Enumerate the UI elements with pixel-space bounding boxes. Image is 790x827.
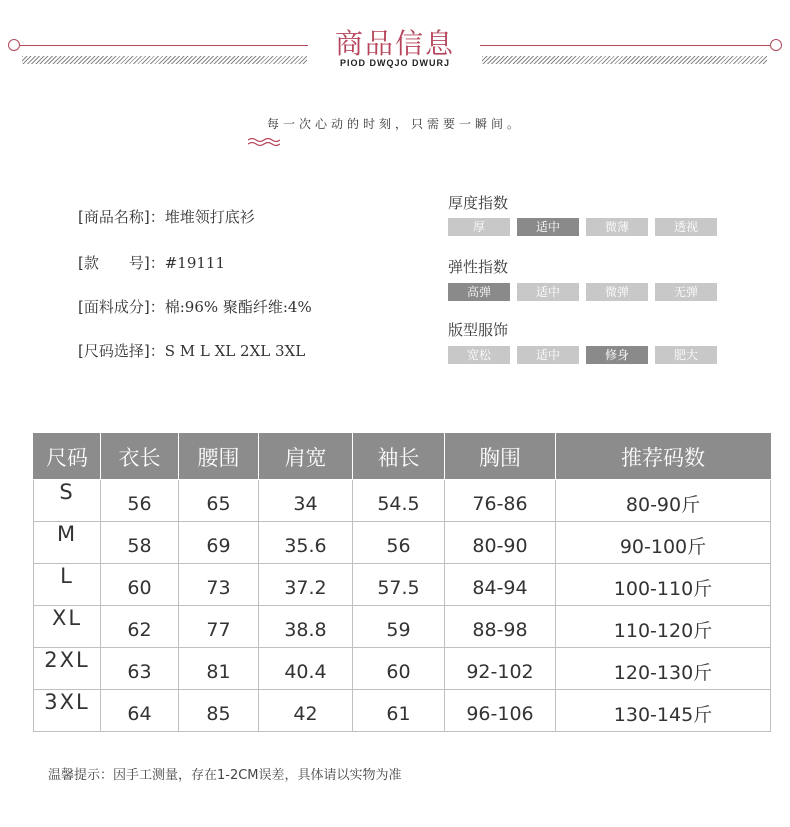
table-cell: 69 [179,522,259,564]
index-option: 透视 [655,218,717,236]
table-cell: 120-130斤 [556,648,771,690]
table-cell: 35.6 [259,522,353,564]
table-cell: 37.2 [259,564,353,606]
table-cell: 96-106 [445,690,556,732]
info-label-size: [尺码选择]： [78,342,165,360]
table-cell: 76-86 [445,480,556,522]
index-option: 宽松 [448,346,510,364]
table-cell: 56 [101,480,179,522]
table-cell: 130-145斤 [556,690,771,732]
index-option: 厚 [448,218,510,236]
table-cell: 80-90斤 [556,480,771,522]
table-cell: 54.5 [353,480,445,522]
header-rule-right [480,45,770,46]
table-cell: 64 [101,690,179,732]
table-header-cell: 胸围 [445,434,556,480]
table-size-cell: M [34,522,101,564]
index-option: 高弹 [448,283,510,301]
table-size-cell: 3XL [34,690,101,732]
table-header-cell: 袖长 [353,434,445,480]
wave-ornament-icon [248,137,280,147]
index-option: 修身 [586,346,648,364]
info-value-size: S M L XL 2XL 3XL [164,342,306,360]
index-option: 微弹 [586,283,648,301]
table-header-cell: 腰围 [179,434,259,480]
table-cell: 81 [179,648,259,690]
table-cell: 38.8 [259,606,353,648]
index-option: 肥大 [655,346,717,364]
table-cell: 65 [179,480,259,522]
table-header-cell: 尺码 [34,434,101,480]
index-option: 适中 [517,218,579,236]
table-cell: 110-120斤 [556,606,771,648]
table-row [34,648,771,690]
table-cell: 42 [259,690,353,732]
table-row [34,690,771,732]
table-cell: 84-94 [445,564,556,606]
header-rule-left [20,45,308,46]
table-cell: 60 [101,564,179,606]
table-cell: 62 [101,606,179,648]
table-cell: 34 [259,480,353,522]
index-option: 无弹 [655,283,717,301]
header-circle-right-icon [770,39,782,51]
table-size-cell: 2XL [34,648,101,690]
table-cell: 92-102 [445,648,556,690]
index-option: 适中 [517,283,579,301]
table-cell: 63 [101,648,179,690]
info-row-name [78,206,255,227]
info-label-sku: [款 号]： [78,254,165,272]
table-header-cell: 肩宽 [259,434,353,480]
table-size-cell: XL [34,606,101,648]
table-cell: 56 [353,522,445,564]
index-title-thickness: 厚度指数 [448,194,509,212]
footnote: 温馨提示：因手工测量，存在1-2CM误差，具体请以实物为准 [48,768,402,783]
table-cell: 90-100斤 [556,522,771,564]
header-hatch-right [482,56,767,64]
index-bar-elasticity [448,283,717,301]
index-option: 适中 [517,346,579,364]
table-size-cell: L [34,564,101,606]
table-header-row [34,434,771,480]
info-value-name: 堆堆领打底衫 [164,208,255,226]
size-table [33,433,771,732]
table-cell: 85 [179,690,259,732]
table-cell: 60 [353,648,445,690]
index-option: 微薄 [586,218,648,236]
table-header-cell: 推荐码数 [556,434,771,480]
info-label-name: [商品名称]： [78,208,165,226]
info-value-sku: #19111 [164,254,226,272]
info-row-size [78,340,305,361]
header-circle-left-icon [8,39,20,51]
table-header-cell: 衣长 [101,434,179,480]
table-row [34,606,771,648]
table-cell: 88-98 [445,606,556,648]
table-size-cell: S [34,480,101,522]
info-value-fabric: 棉:96% 聚酯纤维:4% [164,298,312,316]
table-cell: 58 [101,522,179,564]
index-title-elasticity: 弹性指数 [448,258,509,276]
table-cell: 40.4 [259,648,353,690]
index-bar-fit [448,346,717,364]
slogan: 每一次心动的时刻，只需要一瞬间。 [266,117,523,131]
table-row [34,522,771,564]
info-label-fabric: [面料成分]： [78,298,165,316]
table-cell: 80-90 [445,522,556,564]
info-row-fabric [78,296,312,317]
index-bar-thickness [448,218,717,236]
table-cell: 73 [179,564,259,606]
header-hatch-left [22,56,307,64]
info-row-sku [78,252,225,273]
page-subtitle: PIOD DWQJO DWURJ [339,58,450,68]
table-row [34,480,771,522]
table-row [34,564,771,606]
page-title: 商品信息 [334,27,455,60]
table-cell: 59 [353,606,445,648]
table-cell: 61 [353,690,445,732]
table-cell: 77 [179,606,259,648]
table-cell: 100-110斤 [556,564,771,606]
table-cell: 57.5 [353,564,445,606]
index-title-fit: 版型服饰 [448,321,509,339]
